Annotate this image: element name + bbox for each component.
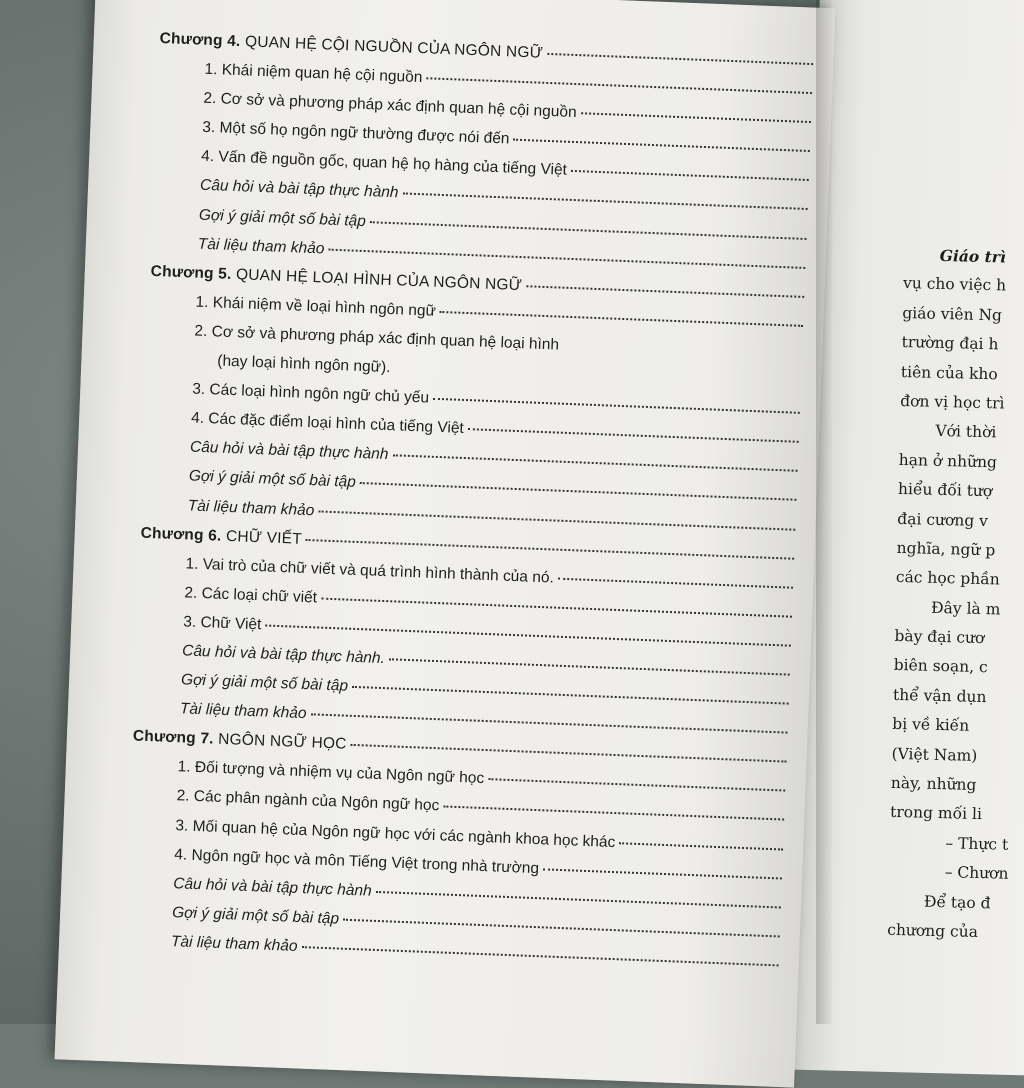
toc-entry-text: 2. Các loại chữ viết bbox=[184, 584, 318, 607]
chapter-title: CHỮ VIẾT bbox=[225, 527, 303, 548]
right-page-line: Để tạo đ bbox=[923, 892, 991, 912]
toc-entry-text: Tài liệu tham khảo bbox=[179, 700, 307, 723]
toc-entry-text: Gợi ý giải một số bài tập bbox=[171, 903, 340, 928]
dot-leader bbox=[468, 428, 799, 443]
chapter-number: Chương 7. bbox=[132, 727, 215, 748]
chapter-title: QUAN HỆ LOẠI HÌNH CỦA NGÔN NGỮ bbox=[235, 265, 523, 294]
right-page-heading: Giáo trì bbox=[939, 245, 1007, 267]
book-gutter bbox=[816, 0, 832, 1024]
dot-leader bbox=[558, 577, 793, 588]
right-page-line: chương của bbox=[887, 920, 979, 941]
right-page-line: trong mối li bbox=[889, 803, 983, 824]
toc-entry-text: 3. Một số họ ngôn ngữ thường được nói đến bbox=[201, 118, 510, 148]
chapter-number: Chương 4. bbox=[159, 30, 241, 51]
right-page-line: đại cương v bbox=[897, 509, 989, 530]
table-of-contents bbox=[124, 30, 819, 986]
toc-entry-text: 2. Cơ sở và phương pháp xác định quan hệ loại hình bbox=[194, 322, 560, 354]
chapter-number: Chương 5. bbox=[150, 262, 232, 283]
toc-entry-text: 3. Mối quan hệ của Ngôn ngữ học với các ngành khoa học khác bbox=[175, 816, 616, 851]
right-page-line: nghĩa, ngữ p bbox=[896, 538, 996, 560]
right-page-line: bày đại cươ bbox=[894, 626, 985, 648]
right-page-line: Đây là m bbox=[930, 598, 1001, 619]
right-page-line: các học phần bbox=[895, 568, 1000, 589]
right-page-line: – Thực t bbox=[945, 834, 1009, 854]
toc-entry-text: Tài liệu tham khảo bbox=[187, 496, 315, 519]
toc-entry-text: 1. Khái niệm về loại hình ngôn ngữ bbox=[195, 293, 437, 320]
dot-leader bbox=[488, 778, 785, 791]
toc-entry-text: 4. Các đặc điểm loại hình của tiếng Việt bbox=[190, 409, 465, 438]
toc-entry-text: Câu hỏi và bài tập thực hành bbox=[199, 177, 399, 202]
dot-leader bbox=[443, 806, 784, 821]
right-page-line: vụ cho việc h bbox=[902, 274, 1007, 295]
toc-entry-text: 1. Khái niệm quan hệ cội nguồn bbox=[204, 60, 423, 87]
dot-leader bbox=[513, 139, 809, 152]
right-page-line: giáo viên Ng bbox=[902, 303, 1003, 325]
toc-entry-text: 1. Đối tượng và nhiệm vụ của Ngôn ngữ học bbox=[177, 758, 485, 788]
toc-entry-text: (hay loại hình ngôn ngữ). bbox=[217, 352, 391, 377]
toc-entry-text: 3. Các loại hình ngôn ngữ chủ yếu bbox=[191, 380, 430, 407]
right-page-line: thể vận dụn bbox=[892, 685, 987, 707]
toc-entry-text: Gợi ý giải một số bài tập bbox=[180, 671, 349, 695]
toc-entry-text: Gợi ý giải một số bài tập bbox=[188, 467, 357, 492]
toc-entry-text: 4. Vấn đề nguồn gốc, quan hệ họ hàng của tiếng Việt bbox=[200, 148, 568, 180]
chapter-title: NGÔN NGỮ HỌC bbox=[217, 731, 347, 753]
toc-entry-text: 4. Ngôn ngữ học và môn Tiếng Việt trong nhà trường bbox=[174, 845, 540, 877]
right-page-line: hiểu đối tượ bbox=[897, 480, 993, 501]
toc-entry-text: Gợi ý giải một số bài tập bbox=[198, 206, 367, 230]
dot-leader bbox=[547, 53, 813, 65]
chapter-title: QUAN HỆ CỘI NGUỒN CỦA NGÔN NGỮ bbox=[244, 33, 544, 62]
right-page-text bbox=[887, 245, 1024, 953]
right-page-line: tiên của kho bbox=[900, 362, 998, 383]
dot-leader bbox=[543, 868, 782, 879]
dot-leader bbox=[619, 842, 783, 850]
toc-entry-text: Câu hỏi và bài tập thực hành. bbox=[181, 642, 386, 668]
dot-leader bbox=[581, 112, 811, 123]
right-page-line: biên soạn, c bbox=[893, 656, 988, 677]
toc-entry-text: 1. Vai trò của chữ viết và quá trình hình thành của nó. bbox=[185, 555, 555, 587]
right-page-line: bị về kiến bbox=[892, 715, 970, 735]
toc-entry-text: Câu hỏi và bài tập thực hành bbox=[172, 874, 372, 900]
toc-entry-text: 2. Cơ sở và phương pháp xác định quan hệ cội nguồn bbox=[203, 89, 577, 122]
dot-leader bbox=[571, 170, 809, 181]
toc-entry-text: Tài liệu tham khảo bbox=[197, 235, 325, 258]
right-page-line: này, những bbox=[890, 773, 977, 794]
toc-entry-text: Tài liệu tham khảo bbox=[170, 933, 298, 955]
right-page-line: (Việt Nam) bbox=[891, 744, 978, 765]
right-page-line: trường đại h bbox=[901, 333, 999, 354]
toc-entry-text: Câu hỏi và bài tập thực hành bbox=[189, 438, 389, 464]
dot-leader bbox=[526, 285, 804, 298]
right-page-line: hạn ở những bbox=[898, 450, 998, 472]
right-page-line: đơn vị học trì bbox=[899, 391, 1005, 413]
toc-entry-text: 2. Các phân ngành của Ngôn ngữ học bbox=[176, 787, 440, 815]
chapter-number: Chương 6. bbox=[140, 524, 222, 545]
right-page-line: Với thời bbox=[935, 422, 997, 442]
toc-entry-text: 3. Chữ Việt bbox=[182, 613, 262, 634]
right-page-line: – Chươn bbox=[944, 863, 1009, 883]
